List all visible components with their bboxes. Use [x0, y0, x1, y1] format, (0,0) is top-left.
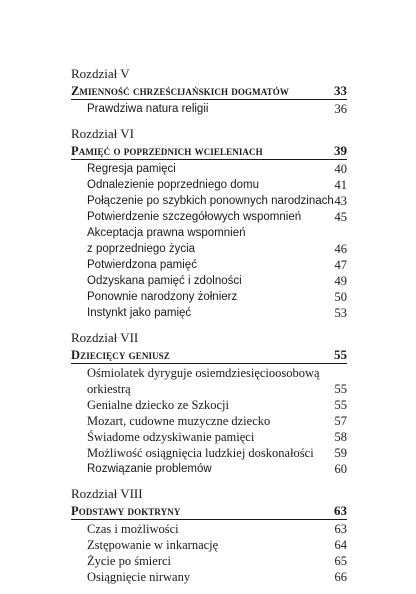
entry-page-number: 45	[334, 210, 347, 224]
toc-entry[interactable]	[71, 429, 347, 445]
entry-page-number: 46	[334, 242, 347, 256]
toc-entry[interactable]	[71, 537, 347, 553]
entry-title-line2: orkiestrą	[87, 382, 131, 396]
chapter-section	[71, 330, 347, 477]
toc-entry[interactable]	[71, 225, 347, 257]
entry-title: Życie po śmierci	[87, 554, 171, 568]
chapter-title: Pamięć o poprzednich wcieleniach	[71, 144, 263, 158]
chapter-title: Dziecięcy geniusz	[71, 348, 170, 362]
chapter-label: Rozdział V	[71, 66, 130, 81]
toc-entry[interactable]	[71, 397, 347, 413]
entry-page-number: 47	[334, 258, 347, 272]
entry-page-number: 55	[334, 398, 347, 412]
entry-page-number: 55	[334, 382, 347, 396]
toc-entry[interactable]	[71, 289, 347, 305]
toc-entry[interactable]	[71, 445, 347, 461]
chapter-heading[interactable]	[71, 346, 347, 364]
chapter-heading[interactable]	[71, 142, 347, 160]
chapter-page-number: 55	[334, 347, 347, 362]
entry-page-number: 50	[334, 290, 347, 304]
entry-page-number: 60	[334, 462, 347, 476]
chapter-label: Rozdział VI	[71, 126, 134, 141]
entry-title: Potwierdzenie szczegółowych wspomnień	[87, 211, 302, 223]
entry-page-number: 36	[334, 102, 347, 116]
toc-entry[interactable]	[71, 161, 347, 177]
toc-entry[interactable]	[71, 553, 347, 569]
entry-page-number: 64	[334, 538, 347, 552]
toc-entry[interactable]	[71, 257, 347, 273]
entry-title: Mozart, cudowne muzyczne dziecko	[87, 414, 271, 428]
chapter-label: Rozdział VII	[71, 330, 139, 345]
entry-title: Odnalezienie poprzedniego domu	[87, 179, 259, 191]
chapter-section	[71, 66, 347, 117]
entry-title: Odzyskana pamięć i zdolności	[87, 275, 242, 287]
entry-page-number: 53	[334, 306, 347, 320]
entry-page-number: 49	[334, 274, 347, 288]
toc-entry[interactable]	[71, 413, 347, 429]
toc-entry[interactable]	[71, 193, 347, 209]
entry-title: Genialne dziecko ze Szkocji	[87, 398, 229, 412]
entry-title: Potwierdzona pamięć	[87, 259, 197, 271]
entry-title: Możliwość osiągnięcia ludzkiej doskonałości	[87, 446, 314, 460]
chapter-section	[71, 126, 347, 321]
toc-entry[interactable]	[71, 305, 347, 321]
entry-title-line1: Akceptacja prawna wspomnień	[87, 227, 246, 239]
entry-page-number: 66	[334, 570, 347, 584]
entry-title: Czas i możliwości	[87, 522, 179, 536]
chapter-page-number: 39	[334, 143, 347, 158]
entry-title: Świadome odzyskiwanie pamięci	[87, 430, 255, 444]
chapter-page-number: 33	[334, 83, 347, 98]
entry-title-line2: z poprzedniego życia	[87, 243, 196, 255]
toc-entry[interactable]	[71, 521, 347, 537]
chapter-title: Zmienność chrześcijańskich dogmatów	[71, 84, 289, 98]
chapter-title: Podstawy doktryny	[71, 504, 181, 518]
entry-title	[71, 365, 320, 397]
entry-title: Instynkt jako pamięć	[87, 307, 192, 319]
entry-title: Zstępowanie w inkarnację	[87, 538, 219, 552]
entry-page-number: 65	[334, 554, 347, 568]
table-of-contents	[71, 66, 347, 594]
entry-page-number: 59	[334, 446, 347, 460]
chapter-heading[interactable]	[71, 502, 347, 520]
entry-title: Regresja pamięci	[87, 163, 176, 175]
toc-entry[interactable]	[71, 177, 347, 193]
entry-page-number: 57	[334, 414, 347, 428]
chapter-heading[interactable]	[71, 82, 347, 100]
entry-title: Ponownie narodzony żołnierz	[87, 291, 238, 303]
toc-entry[interactable]	[71, 365, 347, 397]
entry-title: Rozwiązanie problemów	[87, 463, 212, 475]
entry-page-number: 43	[334, 194, 347, 208]
entry-page-number: 41	[334, 178, 347, 192]
entry-page-number: 63	[334, 522, 347, 536]
chapter-page-number: 63	[334, 503, 347, 518]
toc-entry[interactable]	[71, 101, 347, 117]
toc-entry[interactable]	[71, 273, 347, 289]
entry-title: Osiągnięcie nirwany	[87, 570, 191, 584]
entry-title-line1: Ośmiolatek dyryguje osiemdziesięcioosobową	[87, 366, 320, 380]
chapter-label: Rozdział VIII	[71, 486, 143, 501]
toc-entry[interactable]	[71, 569, 347, 585]
entry-page-number: 58	[334, 430, 347, 444]
toc-entry[interactable]	[71, 209, 347, 225]
entry-page-number: 40	[334, 162, 347, 176]
entry-title	[71, 225, 246, 257]
entry-title: Połączenie po szybkich ponownych narodzinach	[87, 195, 334, 207]
toc-entry[interactable]	[71, 461, 347, 477]
chapter-section	[71, 486, 347, 585]
entry-title: Prawdziwa natura religii	[87, 103, 209, 115]
